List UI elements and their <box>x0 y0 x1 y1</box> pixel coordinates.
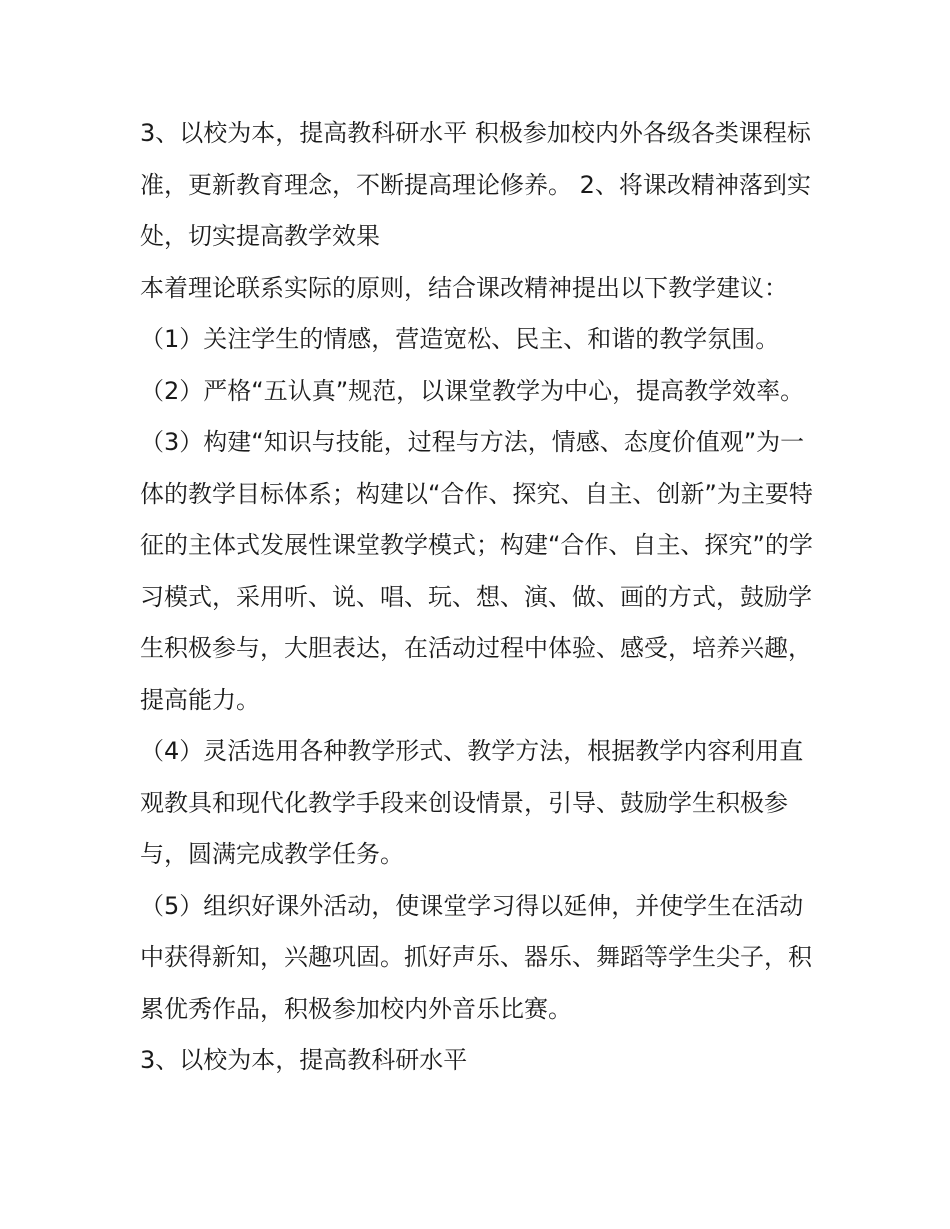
paragraph-item-3: （3）构建“知识与技能，过程与方法，情感、态度价值观”为一体的教学目标体系；构建以“合作、探究、自主、创新”为主要特征的主体式发展性课堂教学模式；构建“合作、自主、探究”的学习模式，采用听、说、唱、玩、想、演、做、画的方式，鼓励学生积极参与，大胆表达，在活动过程中体验、感受，培养兴趣，提高能力。 <box>140 428 813 714</box>
paragraph-suggestions-lead: 本着理论联系实际的原则，结合课改精神提出以下教学建议： <box>140 273 788 302</box>
paragraph-item-4: （4）灵活选用各种教学形式、教学方法，根据教学内容利用直观教具和现代化教学手段来创设情景，引导、鼓励学生积极参与，圆满完成教学任务。 <box>140 737 804 868</box>
paragraph-item-2: （2）严格“五认真”规范，以课堂教学为中心，提高教学效率。 <box>140 376 805 405</box>
paragraph-intro: 3、以校为本，提高教科研水平 积极参加校内外各级各类课程标准，更新教育理念，不断提高理论修养。 2、将课改精神落到实处，切实提高教学效果 <box>140 119 811 250</box>
paragraph-item-5: （5）组织好课外活动，使课堂学习得以延伸，并使学生在活动中获得新知，兴趣巩固。抓好声乐、器乐、舞蹈等学生尖子，积累优秀作品，积极参加校内外音乐比赛。 <box>140 891 812 1023</box>
paragraph-section-heading: 3、以校为本，提高教科研水平 <box>140 1046 468 1074</box>
paragraph-item-1: （1）关注学生的情感，营造宽松、民主、和谐的教学氛围。 <box>140 325 780 353</box>
document-body <box>140 108 820 1087</box>
